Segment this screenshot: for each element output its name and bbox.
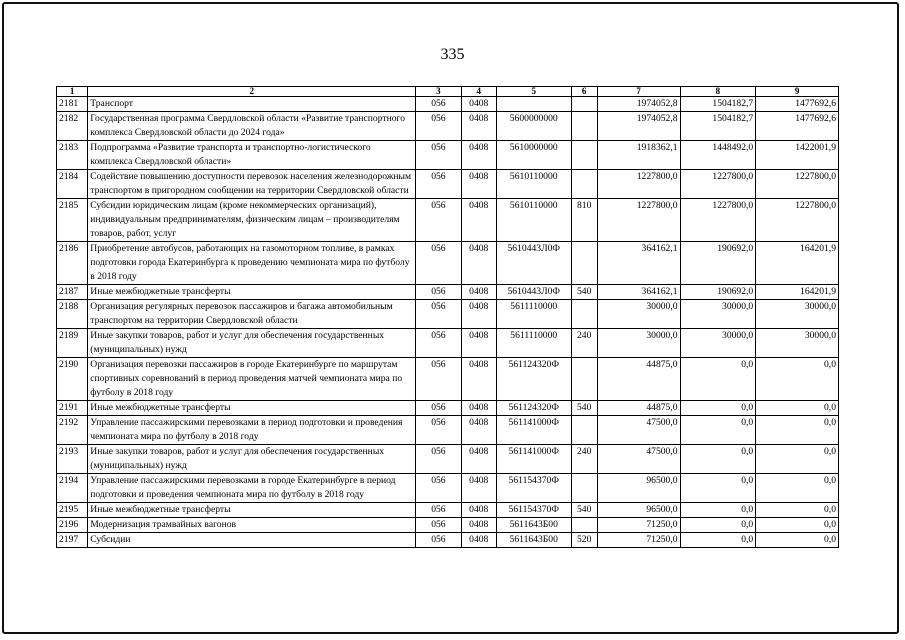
target-article-code-cell: 5610110000 — [496, 199, 571, 242]
ministry-code-cell: 056 — [416, 401, 461, 416]
expense-type-code-cell — [571, 474, 597, 503]
amount-2020-cell: 30000,0 — [680, 300, 756, 329]
item-name-cell: Организация регулярных перевозок пассажиров и багажа автомобильным транспортом на территории Свердловской области — [88, 300, 416, 329]
row-number-cell: 2188 — [57, 300, 88, 329]
amount-2021-cell: 0,0 — [756, 533, 839, 548]
amount-2020-cell: 1227800,0 — [680, 199, 756, 242]
amount-2019-cell: 96500,0 — [597, 474, 680, 503]
row-number-cell: 2196 — [57, 518, 88, 533]
amount-2019-cell: 47500,0 — [597, 416, 680, 445]
amount-2021-cell: 1422001,9 — [756, 141, 839, 170]
column-header-7: 7 — [597, 87, 680, 97]
table-row — [57, 329, 839, 358]
row-number-cell: 2183 — [57, 141, 88, 170]
item-name-cell: Организация перевозки пассажиров в городе Екатеринбурге по маршрутам спортивных соревнований в период проведения матчей чемпионата мира по футболу в 2018 году — [88, 358, 416, 401]
page-number: 335 — [440, 46, 465, 63]
expense-type-code-cell: 540 — [571, 503, 597, 518]
section-code-cell: 0408 — [461, 518, 496, 533]
item-name-cell: Содействие повышению доступности перевозок населения железнодорожным транспортом в пригородном сообщении на территории Свердловской области — [88, 170, 416, 199]
amount-2021-cell: 0,0 — [756, 474, 839, 503]
item-name-cell: Приобретение автобусов, работающих на газомоторном топливе, в рамках подготовки города Екатеринбурга к проведению чемпионата мира по футболу в 2018 году — [88, 242, 416, 285]
row-number-cell: 2181 — [57, 97, 88, 112]
amount-2019-cell: 96500,0 — [597, 503, 680, 518]
amount-2020-cell: 0,0 — [680, 358, 756, 401]
expense-type-code-cell — [571, 97, 597, 112]
column-header-9: 9 — [756, 87, 839, 97]
amount-2020-cell: 190692,0 — [680, 285, 756, 300]
amount-2020-cell: 190692,0 — [680, 242, 756, 285]
amount-2019-cell: 364162,1 — [597, 242, 680, 285]
amount-2021-cell: 1477692,6 — [756, 97, 839, 112]
amount-2021-cell: 30000,0 — [756, 329, 839, 358]
expense-type-code-cell: 540 — [571, 401, 597, 416]
amount-2021-cell: 1227800,0 — [756, 199, 839, 242]
row-number-cell: 2184 — [57, 170, 88, 199]
budget-table — [56, 86, 839, 548]
ministry-code-cell: 056 — [416, 199, 461, 242]
row-number-cell: 2190 — [57, 358, 88, 401]
amount-2020-cell: 30000,0 — [680, 329, 756, 358]
amount-2020-cell: 1227800,0 — [680, 170, 756, 199]
section-code-cell: 0408 — [461, 170, 496, 199]
ministry-code-cell: 056 — [416, 358, 461, 401]
amount-2019-cell: 1227800,0 — [597, 170, 680, 199]
column-header-5: 5 — [496, 87, 571, 97]
ministry-code-cell: 056 — [416, 170, 461, 199]
target-article-code-cell — [496, 97, 571, 112]
amount-2019-cell: 1974052,8 — [597, 97, 680, 112]
amount-2019-cell: 47500,0 — [597, 445, 680, 474]
expense-type-code-cell — [571, 518, 597, 533]
amount-2019-cell: 44875,0 — [597, 401, 680, 416]
ministry-code-cell: 056 — [416, 533, 461, 548]
target-article-code-cell: 561141000Ф — [496, 445, 571, 474]
amount-2021-cell: 30000,0 — [756, 300, 839, 329]
amount-2020-cell: 0,0 — [680, 445, 756, 474]
ministry-code-cell: 056 — [416, 97, 461, 112]
amount-2021-cell: 0,0 — [756, 503, 839, 518]
table-row — [57, 199, 839, 242]
amount-2021-cell: 1227800,0 — [756, 170, 839, 199]
row-number-cell: 2185 — [57, 199, 88, 242]
ministry-code-cell: 056 — [416, 141, 461, 170]
target-article-code-cell: 561124320Ф — [496, 358, 571, 401]
section-code-cell: 0408 — [461, 112, 496, 141]
amount-2019-cell: 1918362,1 — [597, 141, 680, 170]
table-row — [57, 416, 839, 445]
target-article-code-cell: 5610000000 — [496, 141, 571, 170]
target-article-code-cell: 5600000000 — [496, 112, 571, 141]
item-name-cell: Модернизация трамвайных вагонов — [88, 518, 416, 533]
expense-type-code-cell — [571, 112, 597, 141]
target-article-code-cell: 561141000Ф — [496, 416, 571, 445]
row-number-cell: 2187 — [57, 285, 88, 300]
expense-type-code-cell — [571, 300, 597, 329]
amount-2020-cell: 0,0 — [680, 518, 756, 533]
amount-2020-cell: 0,0 — [680, 416, 756, 445]
table-row — [57, 401, 839, 416]
section-code-cell: 0408 — [461, 97, 496, 112]
amount-2021-cell: 0,0 — [756, 518, 839, 533]
column-header-4: 4 — [461, 87, 496, 97]
item-name-cell: Субсидии — [88, 533, 416, 548]
section-code-cell: 0408 — [461, 533, 496, 548]
amount-2020-cell: 1448492,0 — [680, 141, 756, 170]
amount-2019-cell: 1974052,8 — [597, 112, 680, 141]
target-article-code-cell: 5611110000 — [496, 329, 571, 358]
item-name-cell: Иные закупки товаров, работ и услуг для обеспечения государственных (муниципальных) нужд — [88, 445, 416, 474]
expense-type-code-cell: 520 — [571, 533, 597, 548]
target-article-code-cell: 5611643Б00 — [496, 533, 571, 548]
table-row — [57, 97, 839, 112]
item-name-cell: Иные межбюджетные трансферты — [88, 401, 416, 416]
amount-2019-cell: 30000,0 — [597, 329, 680, 358]
amount-2021-cell: 0,0 — [756, 358, 839, 401]
ministry-code-cell: 056 — [416, 445, 461, 474]
table-row — [57, 518, 839, 533]
ministry-code-cell: 056 — [416, 112, 461, 141]
amount-2019-cell: 71250,0 — [597, 518, 680, 533]
table-row — [57, 242, 839, 285]
amount-2021-cell: 0,0 — [756, 445, 839, 474]
section-code-cell: 0408 — [461, 474, 496, 503]
target-article-code-cell: 5611110000 — [496, 300, 571, 329]
amount-2019-cell: 30000,0 — [597, 300, 680, 329]
target-article-code-cell: 5611643Б00 — [496, 518, 571, 533]
ministry-code-cell: 056 — [416, 518, 461, 533]
amount-2019-cell: 364162,1 — [597, 285, 680, 300]
amount-2020-cell: 0,0 — [680, 401, 756, 416]
expense-type-code-cell: 810 — [571, 199, 597, 242]
item-name-cell: Подпрограмма «Развитие транспорта и транспортно-логистического комплекса Свердловской области» — [88, 141, 416, 170]
item-name-cell: Иные закупки товаров, работ и услуг для обеспечения государственных (муниципальных) нужд — [88, 329, 416, 358]
table-row — [57, 474, 839, 503]
item-name-cell: Субсидии юридическим лицам (кроме некоммерческих организаций), индивидуальным предпринимателям, физическим лицам – производителям товаров, работ, услуг — [88, 199, 416, 242]
header-row — [57, 87, 839, 97]
row-number-cell: 2194 — [57, 474, 88, 503]
item-name-cell: Транспорт — [88, 97, 416, 112]
target-article-code-cell: 561154370Ф — [496, 503, 571, 518]
table-row — [57, 533, 839, 548]
target-article-code-cell: 5610110000 — [496, 170, 571, 199]
table-row — [57, 358, 839, 401]
item-name-cell: Государственная программа Свердловской области «Развитие транспортного комплекса Свердловской области до 2024 года» — [88, 112, 416, 141]
ministry-code-cell: 056 — [416, 416, 461, 445]
section-code-cell: 0408 — [461, 416, 496, 445]
row-number-cell: 2192 — [57, 416, 88, 445]
row-number-cell: 2191 — [57, 401, 88, 416]
table-row — [57, 300, 839, 329]
column-header-2: 2 — [88, 87, 416, 97]
ministry-code-cell: 056 — [416, 474, 461, 503]
table-row — [57, 285, 839, 300]
target-article-code-cell: 5610443Л0Ф — [496, 242, 571, 285]
section-code-cell: 0408 — [461, 285, 496, 300]
section-code-cell: 0408 — [461, 329, 496, 358]
row-number-cell: 2197 — [57, 533, 88, 548]
table-header — [57, 87, 839, 97]
section-code-cell: 0408 — [461, 401, 496, 416]
ministry-code-cell: 056 — [416, 300, 461, 329]
expense-type-code-cell — [571, 416, 597, 445]
section-code-cell: 0408 — [461, 358, 496, 401]
column-header-3: 3 — [416, 87, 461, 97]
amount-2021-cell: 1477692,6 — [756, 112, 839, 141]
expense-type-code-cell: 240 — [571, 329, 597, 358]
target-article-code-cell: 561124320Ф — [496, 401, 571, 416]
table-row — [57, 112, 839, 141]
section-code-cell: 0408 — [461, 445, 496, 474]
item-name-cell: Иные межбюджетные трансферты — [88, 285, 416, 300]
column-header-8: 8 — [680, 87, 756, 97]
item-name-cell: Иные межбюджетные трансферты — [88, 503, 416, 518]
row-number-cell: 2189 — [57, 329, 88, 358]
expense-type-code-cell — [571, 141, 597, 170]
amount-2019-cell: 1227800,0 — [597, 199, 680, 242]
table-row — [57, 503, 839, 518]
amount-2020-cell: 1504182,7 — [680, 97, 756, 112]
ministry-code-cell: 056 — [416, 329, 461, 358]
column-header-1: 1 — [57, 87, 88, 97]
ministry-code-cell: 056 — [416, 285, 461, 300]
amount-2021-cell: 164201,9 — [756, 242, 839, 285]
item-name-cell: Управление пассажирскими перевозками в период подготовки и проведения чемпионата мира по футболу в 2018 году — [88, 416, 416, 445]
row-number-cell: 2195 — [57, 503, 88, 518]
section-code-cell: 0408 — [461, 300, 496, 329]
amount-2021-cell: 164201,9 — [756, 285, 839, 300]
section-code-cell: 0408 — [461, 199, 496, 242]
section-code-cell: 0408 — [461, 242, 496, 285]
amount-2019-cell: 44875,0 — [597, 358, 680, 401]
expense-type-code-cell — [571, 242, 597, 285]
expense-type-code-cell: 240 — [571, 445, 597, 474]
item-name-cell: Управление пассажирскими перевозками в городе Екатеринбурге в период подготовки и проведения чемпионата мира по футболу в 2018 году — [88, 474, 416, 503]
expense-type-code-cell: 540 — [571, 285, 597, 300]
row-number-cell: 2182 — [57, 112, 88, 141]
amount-2021-cell: 0,0 — [756, 401, 839, 416]
amount-2019-cell: 71250,0 — [597, 533, 680, 548]
table-row — [57, 445, 839, 474]
expense-type-code-cell — [571, 170, 597, 199]
target-article-code-cell: 561154370Ф — [496, 474, 571, 503]
target-article-code-cell: 5610443Л0Ф — [496, 285, 571, 300]
table-body — [57, 97, 839, 548]
amount-2021-cell: 0,0 — [756, 416, 839, 445]
amount-2020-cell: 0,0 — [680, 533, 756, 548]
table-row — [57, 141, 839, 170]
amount-2020-cell: 1504182,7 — [680, 112, 756, 141]
row-number-cell: 2193 — [57, 445, 88, 474]
section-code-cell: 0408 — [461, 141, 496, 170]
column-header-6: 6 — [571, 87, 597, 97]
amount-2020-cell: 0,0 — [680, 474, 756, 503]
row-number-cell: 2186 — [57, 242, 88, 285]
ministry-code-cell: 056 — [416, 503, 461, 518]
section-code-cell: 0408 — [461, 503, 496, 518]
ministry-code-cell: 056 — [416, 242, 461, 285]
table-row — [57, 170, 839, 199]
expense-type-code-cell — [571, 358, 597, 401]
amount-2020-cell: 0,0 — [680, 503, 756, 518]
